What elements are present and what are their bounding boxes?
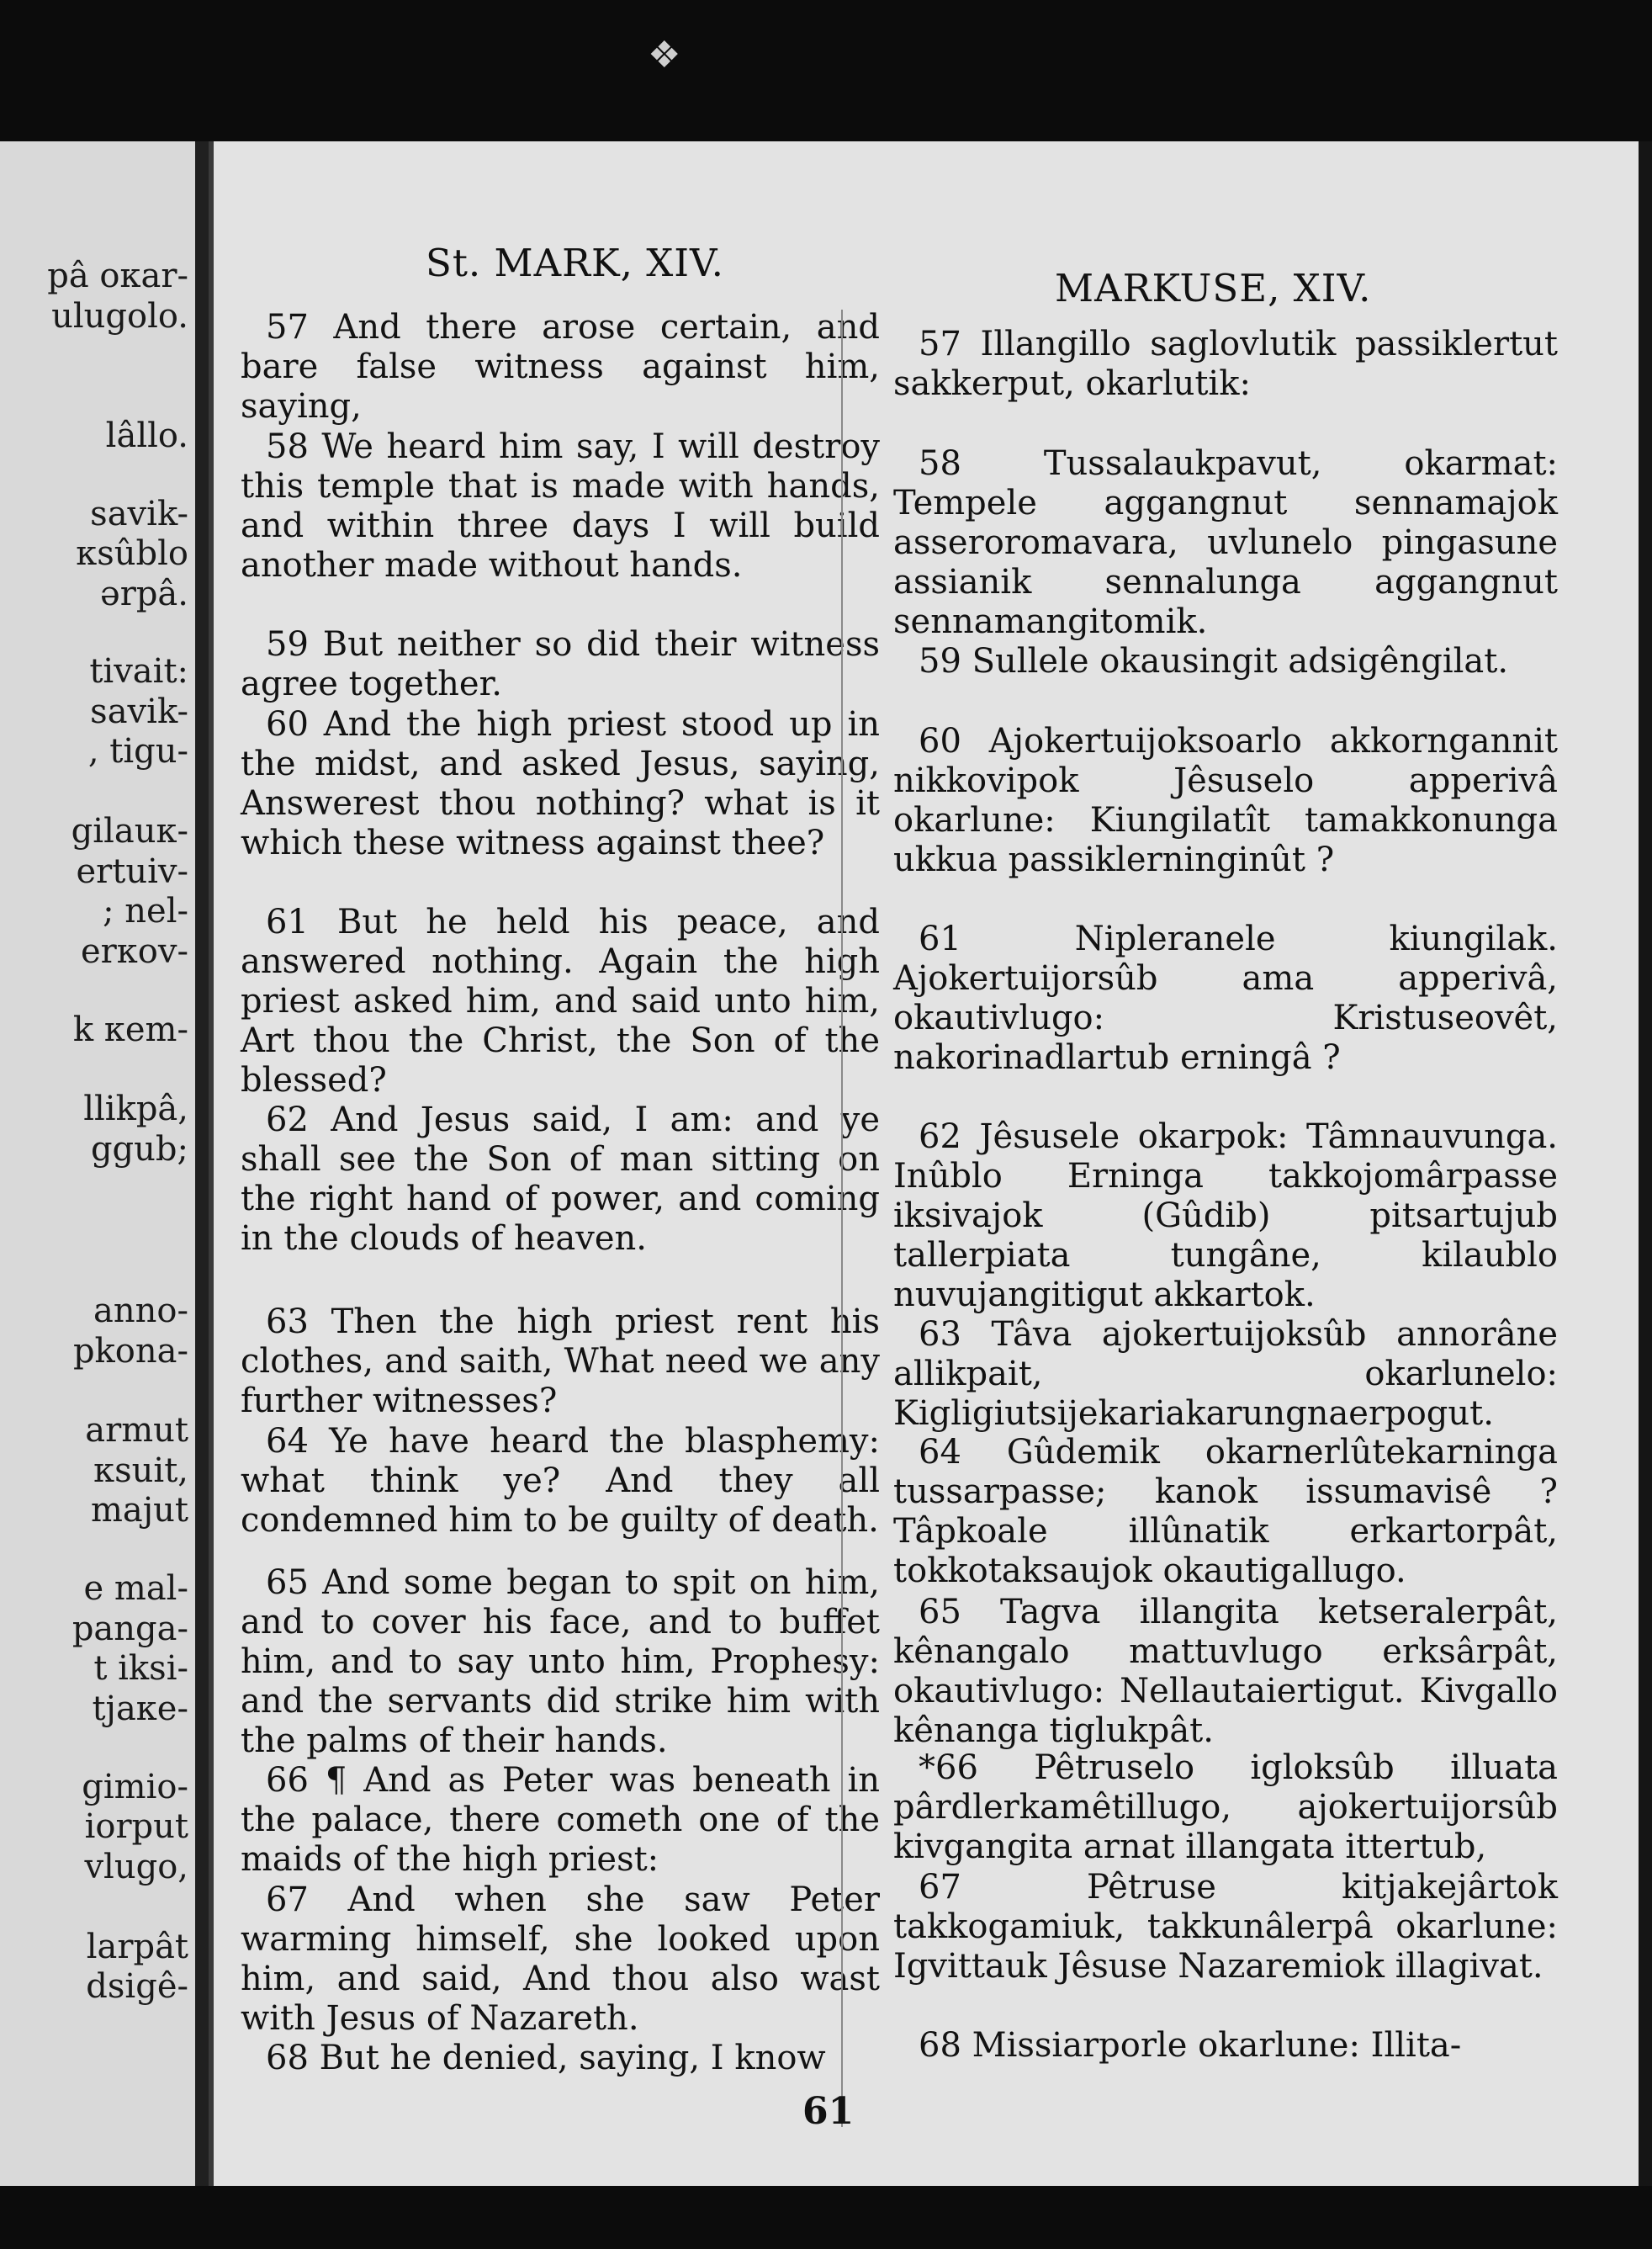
left-page-line: k κem- [72, 1010, 188, 1049]
left-page-line: majut [90, 1491, 188, 1530]
header-eskimo: MARKUSE, XIV. [1055, 266, 1372, 310]
left-page-line: gilauκ- [71, 812, 188, 851]
left-page-line: ; nel- [103, 892, 188, 931]
eskimo-verse: 57 Illangillo saglovlutik passiklertut sakkerput, okarlutik: [893, 325, 1558, 403]
left-page-line: llikpâ, [83, 1090, 188, 1128]
left-page-line: κsuit, [93, 1451, 188, 1490]
left-page-line: gimio- [82, 1768, 188, 1806]
left-page-fragment [0, 141, 195, 2186]
english-verse: 64 Ye have heard the blasphemy: what think ye? And they all condemned him to be guilty of death. [241, 1422, 880, 1540]
left-page-line: κsûblo [76, 534, 188, 573]
left-page-line: panga- [71, 1610, 188, 1648]
eskimo-verse: 60 Ajokertuijoksoarlo akkorngannit nikkovipok Jêsuselo apperivâ okarlune: Kiungilatît tamakkonunga ukkua passiklerninginût ? [893, 722, 1558, 879]
english-verse: 57 And there arose certain, and bare false witness against him, saying, [241, 308, 880, 426]
left-page-line: savik- [90, 495, 188, 533]
eskimo-verse: 68 Missiarporle okarlune: Illita- [919, 2026, 1462, 2065]
english-verse: 60 And the high priest stood up in the midst, and asked Jesus, saying, Answerest thou nothing? what is it which these witness against thee? [241, 705, 880, 862]
eskimo-verse: 61 Nipleranele kiungilak. Ajokertuijorsûb ama apperivâ, okautivlugo: Kristuseovêt, nakorinadlartub erningâ ? [893, 920, 1558, 1077]
left-page-line: ggub; [90, 1130, 188, 1169]
english-verse: 65 And some began to spit on him, and to cover his face, and to buffet him, and to say unto him, Prophesy: and the servants did strike him with the palms of their hands. [241, 1563, 880, 1760]
left-page-line: , tigu- [87, 732, 188, 771]
eskimo-verse: 67 Pêtruse kitjakejârtok takkogamiuk, takkunâlerpâ okarlune: Igvittauk Jêsuse Nazaremiok illagivat. [893, 1868, 1558, 1986]
left-page-line: dsigê- [86, 1967, 188, 2006]
top-ornament: ❖ [648, 34, 681, 77]
left-page-line: vlugo, [84, 1848, 188, 1886]
english-column [241, 141, 880, 2119]
eskimo-column [893, 141, 1558, 2119]
left-page-line: pkona- [72, 1332, 188, 1371]
eskimo-verse: *66 Pêtruselo igloksûb illuata pârdlerkamêtillugo, ajokertuijorsûb kivgangita arnat illangata ittertub, [893, 1748, 1558, 1866]
left-page-line: iorput [84, 1807, 188, 1846]
english-verse: 58 We heard him say, I will destroy this temple that is made with hands, and within three days I will build another made without hands. [241, 427, 880, 585]
english-verse: 68 But he denied, saying, I know [266, 2039, 826, 2077]
left-page-line: tjaκe- [92, 1689, 188, 1728]
english-verse: 63 Then the high priest rent his clothes, and saith, What need we any further witnesses? [241, 1302, 880, 1420]
english-verse: 61 But he held his peace, and answered nothing. Again the high priest asked him, and said unto him, Art thou the Christ, the Son of the blessed? [241, 903, 880, 1100]
left-page-line: tivait: [89, 652, 188, 691]
left-page-line: ertuiv- [76, 852, 188, 891]
eskimo-verse: 64 Gûdemik okarnerlûtekarninga tussarpasse; kanok issumavisê ? Tâpkoale illûnatik erkartorpât, tokkotaksaujok okautigallugo. [893, 1433, 1558, 1590]
left-page-line: pâ oκar- [47, 257, 188, 295]
column-divider [841, 310, 843, 2127]
left-page-line: lâllo. [105, 416, 188, 455]
left-page-line: armut [85, 1411, 188, 1450]
english-verse: 59 But neither so did their witness agree together. [241, 625, 880, 703]
eskimo-verse: 62 Jêsusele okarpok: Tâmnauvunga. Inûblo Erninga takkojomârpasse iksivajok (Gûdib) pitsartujub tallerpiata tungâne, kilaublo nuvujangitigut akkartok. [893, 1117, 1558, 1314]
page-61 [209, 141, 1639, 2186]
eskimo-verse: 63 Tâva ajokertuijoksûb annorâne allikpait, okarlunelo: Kigligiutsijekariakarungnaerpogut. [893, 1315, 1558, 1433]
left-page-line: savik- [90, 692, 188, 731]
left-page-line: ulugolo. [51, 297, 188, 336]
left-page-line: larpât [86, 1928, 188, 1966]
book-gutter [195, 141, 209, 2186]
eskimo-verse: 59 Sullele okausingit adsigêngilat. [919, 642, 1509, 681]
right-edge [1639, 141, 1652, 2186]
eskimo-verse: 65 Tagva illangita ketseralerpât, kênangalo mattuvlugo erksârpât, okautivlugo: Nellautaiertigut. Kivgallo kênanga tiglukpât. [893, 1593, 1558, 1750]
english-verse: 66 ¶ And as Peter was beneath in the palace, there cometh one of the maids of the high priest: [241, 1761, 880, 1879]
left-page-line: erκov- [81, 932, 188, 971]
left-page-line: ǝrpâ. [100, 575, 188, 613]
english-verse: 62 And Jesus said, I am: and ye shall see the Son of man sitting on the right hand of power, and coming in the clouds of heaven. [241, 1101, 880, 1258]
eskimo-verse: 58 Tussalaukpavut, okarmat: Tempele aggangnut sennamajok asseroromavara, uvlunelo pingasune assianik sennalunga aggangnut sennamangitomik. [893, 444, 1558, 641]
left-page-line: t iksi- [93, 1649, 188, 1688]
left-page-line: e mal- [83, 1569, 188, 1608]
header-english: St. MARK, XIV. [426, 241, 724, 285]
left-page-line: anno- [93, 1292, 188, 1330]
english-verse: 67 And when she saw Peter warming himself, she looked upon him, and said, And thou also wast with Jesus of Nazareth. [241, 1880, 880, 2038]
page-number: 61 [802, 2090, 855, 2133]
